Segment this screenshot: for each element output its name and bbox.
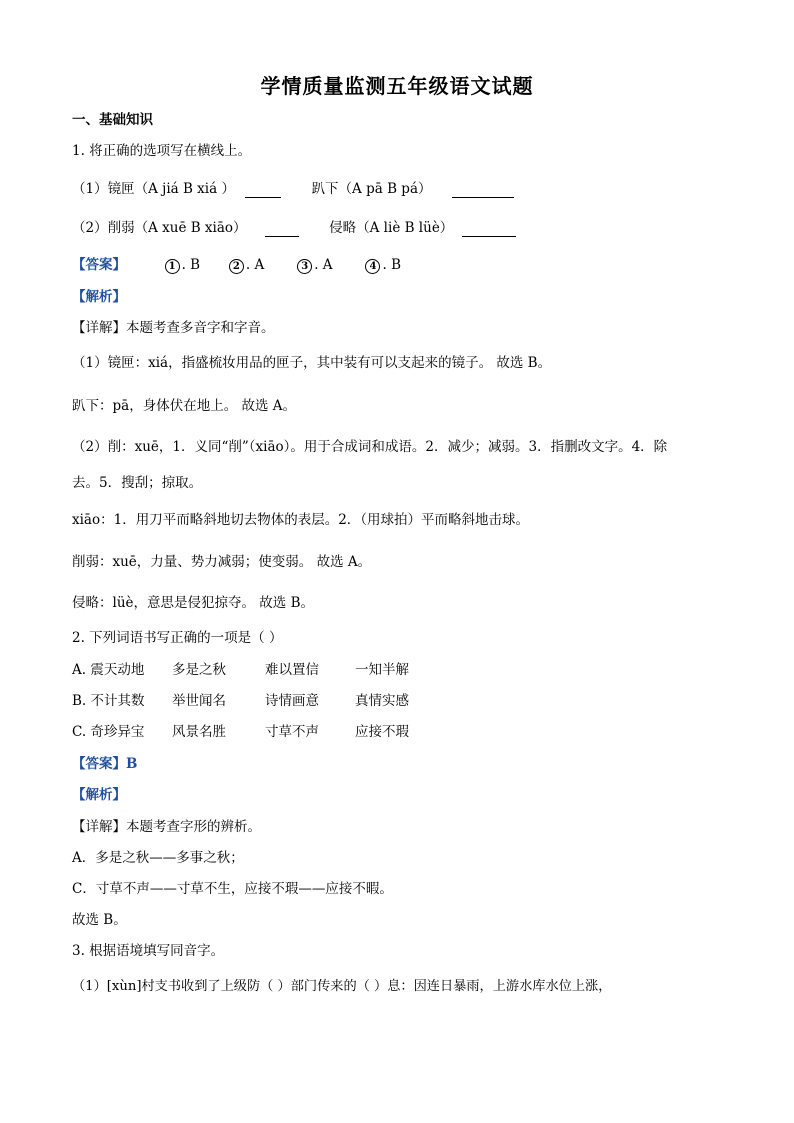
q1-item-3: （2）削弱（A xuē B xiāo） (72, 220, 247, 236)
circled-number: 1 (165, 259, 180, 274)
answer-tag: 【答案】 (72, 257, 126, 273)
answer-item: 3 . A (297, 256, 361, 274)
circled-number: 4 (365, 259, 380, 274)
detail-line: 【详解】本题考查多音字和字音。 (72, 320, 275, 336)
section-heading: 一、基础知识 (72, 112, 153, 128)
analysis-tag: 【解析】 (72, 289, 126, 305)
answer-item: 1 . B (165, 256, 225, 274)
answer-blank[interactable] (452, 183, 514, 198)
q1-item-1: （1）镜匣（A jiá B xiá ） (72, 181, 235, 197)
q1-row-2 (72, 219, 516, 237)
explanation-line: （1）镜匣：xiá，指盛梳妆用品的匣子，其中装有可以支起来的镜子。 故选 B。 (72, 355, 552, 371)
explanation-line: （2）削：xuē，1．义同“削”（xiāo）。用于合成词和成语。2．减少；减弱。3．指删改文字。4．除 (72, 439, 668, 455)
q3-stem: 3. 根据语境填写同音字。 (72, 943, 225, 959)
q2-option-c[interactable]: C. 奇珍异宝 风景名胜 寸草不声 应接不瑕 (72, 724, 409, 740)
explanation-line: A．多是之秋——多事之秋； (72, 850, 244, 866)
explanation-line: 趴下：pā，身体伏在地上。 故选 A。 (72, 398, 297, 414)
q1-answer-row (72, 256, 401, 274)
detail-line: 【详解】本题考查字形的辨析。 (72, 819, 261, 835)
q1-stem: 1. 将正确的选项写在横线上。 (72, 143, 252, 159)
q1-row-1 (72, 180, 514, 198)
explanation-line: 去。5．搜刮；掠取。 (72, 475, 203, 491)
q2-answer: 【答案】B (72, 756, 138, 772)
answer-blank[interactable] (462, 222, 516, 237)
answer-item: 4 . B (365, 256, 401, 274)
explanation-line: 削弱：xuē，力量、势力减弱；使变弱。 故选 A。 (72, 554, 372, 570)
q3-line: （1）[xùn]村支书收到了上级防（ ）部门传来的（ ）息：因连日暴雨，上游水库水位上涨， (72, 979, 612, 994)
answer-blank[interactable] (265, 222, 299, 237)
circled-number: 3 (297, 259, 312, 274)
q2-stem: 2. 下列词语书写正确的一项是（ ） (72, 630, 283, 646)
circled-number: 2 (229, 259, 244, 274)
explanation-line: 故选 B。 (72, 912, 127, 928)
answer-item: 2 . A (229, 256, 293, 274)
explanation-line: xiāo：1．用刀平而略斜地切去物体的表层。2．（用球拍）平而略斜地击球。 (72, 512, 530, 528)
answer-blank[interactable] (245, 183, 281, 198)
analysis-tag: 【解析】 (72, 787, 126, 803)
q1-item-2: 趴下（A pā B pá） (311, 181, 432, 197)
explanation-line: C．寸草不声——寸草不生，应接不瑕——应接不暇。 (72, 881, 393, 897)
q2-option-a[interactable]: A. 震天动地 多是之秋 难以置信 一知半解 (72, 662, 409, 678)
page-title: 学情质量监测五年级语文试题 (260, 74, 534, 98)
q2-option-b[interactable]: B. 不计其数 举世闻名 诗情画意 真情实感 (72, 693, 409, 709)
q1-item-4: 侵略（A liè B lüè） (329, 220, 454, 236)
explanation-line: 侵略：lüè，意思是侵犯掠夺。 故选 B。 (72, 595, 315, 611)
